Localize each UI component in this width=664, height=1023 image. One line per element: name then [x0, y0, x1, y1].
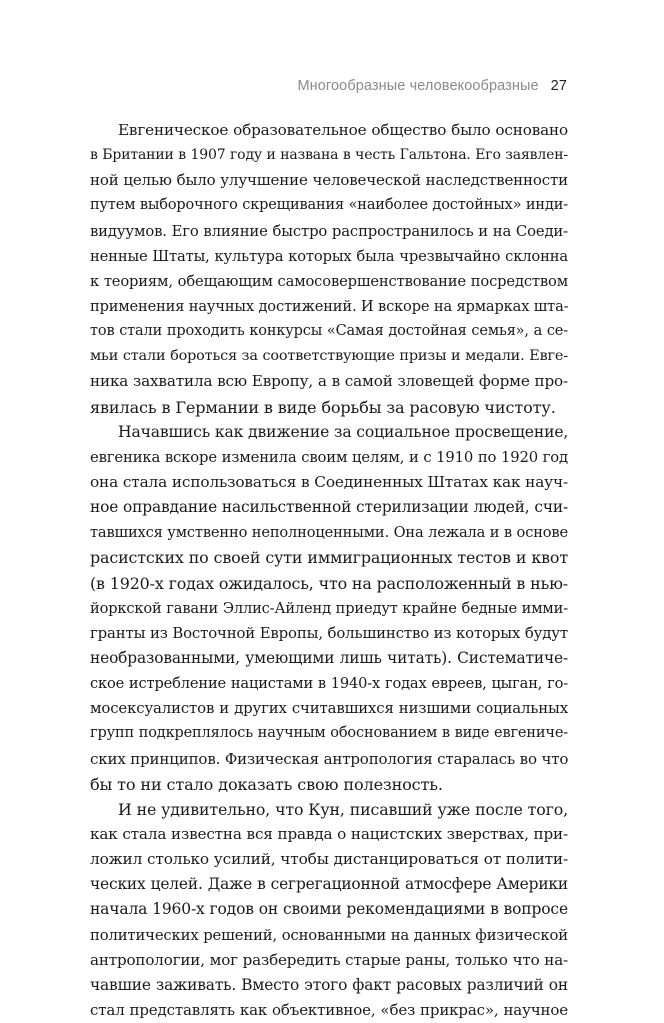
text-line: мьи стали бороться за соответствующие призы и медали. Евге-: [90, 348, 568, 365]
page-number: 27: [550, 78, 567, 94]
text-line: тавшихся умственно неполноценными. Она лежала и в основе: [90, 524, 568, 542]
text-line: мосексуалистов и других считавшихся низшими социальных: [90, 699, 568, 718]
text-line: она стала использоваться в Соединенных Штатах как науч-: [90, 472, 568, 491]
text-line: Евгеническое образовательное общество было основано: [118, 121, 568, 139]
paragraph: [90, 797, 568, 1023]
text-line: ложил столько усилий, чтобы дистанцироваться от полити-: [90, 850, 568, 869]
text-line: расистских по своей сути иммиграционных тестов и квот: [90, 548, 568, 568]
text-line: ских принципов. Физическая антропология старалась во что: [90, 749, 569, 768]
text-line: ское истребление нацистами в 1940-х годах евреев, цыган, го-: [90, 675, 568, 693]
text-line: ческих целей. Даже в сегрегационной атмосфере Америки: [90, 875, 568, 894]
paragraph: [90, 420, 568, 797]
text-line: групп подкреплялось научным обоснованием в виде евгениче-: [90, 725, 568, 742]
text-line: применения научных достижений. И вскоре на ярмарках шта-: [90, 297, 569, 315]
text-line: как стала известна вся правда о нацистских зверствах, при-: [90, 824, 568, 843]
paragraph: [90, 118, 568, 420]
text-line: бы то ни стало доказать свою полезность.: [90, 774, 443, 794]
text-line: ное оправдание насильственной стерилизации людей, счи-: [90, 498, 568, 517]
text-line: евгеника вскоре изменила своим целям, и с 1910 по 1920 год: [90, 448, 568, 466]
text-line: ненные Штаты, культура которых была чрезвычайно склонна: [90, 247, 568, 265]
running-head: [297, 78, 567, 94]
text-line: к теориям, обещающим самосовершенствование посредством: [90, 272, 568, 290]
text-line: в Британии в 1907 году и названа в честь Гальтона. Его заявлен-: [90, 147, 568, 164]
text-line: И не удивительно, что Кун, писавший уже после того,: [118, 799, 568, 819]
text-line: чавшие заживать. Вместо этого факт расовых различий он: [90, 975, 568, 994]
text-line: ной целью было улучшение человеческой наследственности: [90, 171, 568, 190]
text-line: необразованными, умеющими лишь читать). Систематиче-: [90, 648, 568, 667]
text-line: путем выборочного скрещивания «наиболее достойных» инди-: [90, 197, 568, 214]
text-line: (в 1920-х годах ожидалось, что на расположенный в нью-: [90, 573, 568, 593]
text-line: видуумов. Его влияние быстро распространилось и на Соеди-: [90, 222, 568, 240]
text-line: йоркской гавани Эллис-Айленд приедут крайне бедные имми-: [90, 599, 568, 617]
text-line: антропологии, мог разбередить старые раны, только что на-: [90, 950, 568, 969]
text-line: начала 1960-х годов он своими рекомендациями в вопросе: [90, 900, 568, 919]
text-line: явилась в Германии в виде борьбы за расовую чистоту.: [90, 397, 556, 417]
text-line: стал представлять как объективное, «без прикрас», научное: [90, 1000, 568, 1019]
text-line: ника захватила всю Европу, а в самой зловещей форме про-: [90, 372, 568, 391]
text-line: Начавшись как движение за социальное просвещение,: [118, 422, 569, 441]
body-text: [90, 118, 568, 1023]
running-title: Многообразные человекообразные: [297, 78, 539, 94]
text-line: политических решений, основанными на данных физической: [90, 926, 568, 944]
text-line: гранты из Восточной Европы, большинство из которых будут: [90, 623, 568, 642]
text-line: тов стали проходить конкурсы «Самая достойная семья», а се-: [90, 323, 568, 340]
